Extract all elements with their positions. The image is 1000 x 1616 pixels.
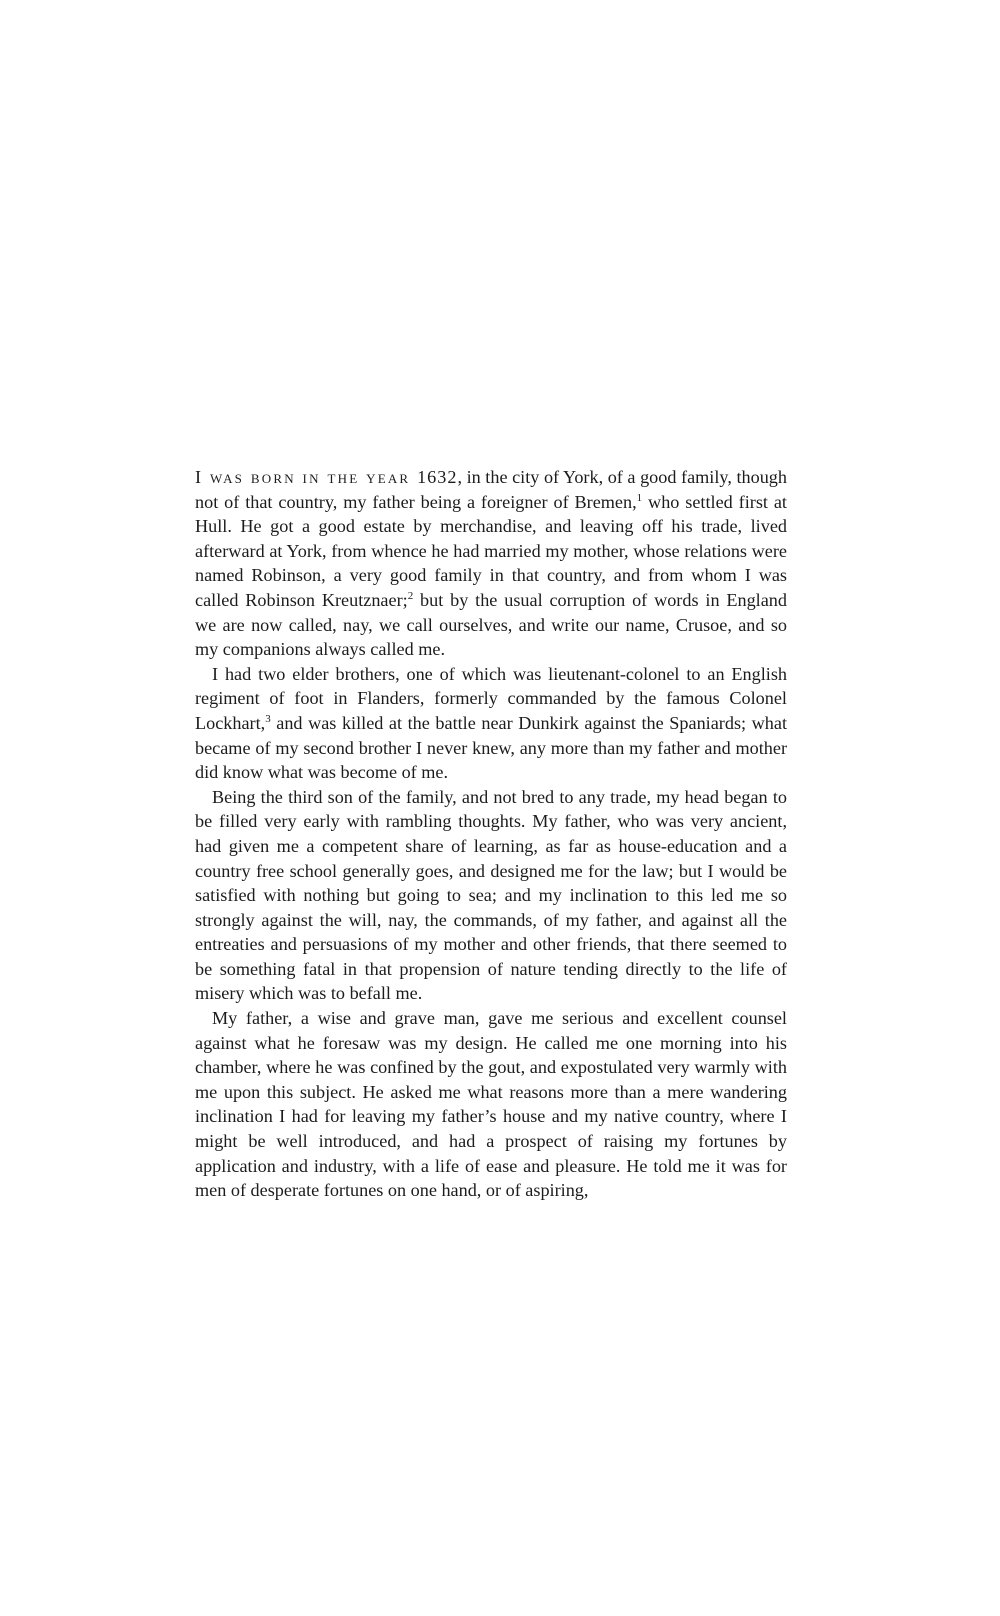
opening-year: 1632 [417,467,458,487]
paragraph-4: My father, a wise and grave man, gave me serious and excellent counsel against what he foresaw was my design. He called me one morning into his chamber, where he was confined by the gout, and expostulated very warmly with me upon this subject. He asked me what reasons more than a mere wandering inclination I had for leaving my father’s house and my native country, where I might be well introduced, and had a prospect of raising my fortunes by application and industry, with a life of ease and pleasure. He told me it was for men of desperate fortunes on one hand, or of aspiring, [195,1008,787,1201]
paragraph-1 [195,465,787,662]
body-text [195,465,787,1203]
opening-words: I was born in the year [195,467,418,487]
paragraph-2 [195,662,787,785]
paragraph-2-text-a: I had two elder brothers, one of which was lieutenant-colonel to an English regiment of foot in Flanders, formerly commanded by the famous Colonel Lockhart, [195,663,787,733]
paragraph-1-text-a: , in the city of York, of a good family, though not of that country, my father being a foreigner of Bremen, [195,467,787,512]
footnote-marker-1[interactable]: 1 [636,491,643,504]
paragraph-1-text-b: who settled first at Hull. He got a good estate by merchandise, and leaving off his trade, lived afterward at York, from whence he had married my mother, whose relations were named Robinson, a very good family in that country, and from whom I was called Robinson Kreutznaer; [195,491,787,610]
paragraph-3: Being the third son of the family, and not bred to any trade, my head began to be filled very early with rambling thoughts. My father, who was very ancient, had given me a competent share of learning, as far as house-education and a country free school generally goes, and designed me for the law; but I would be satisfied with nothing but going to sea; and my inclination to this led me so strongly against the will, nay, the commands, of my father, and against all the entreaties and persuasions of my mother and other friends, that there seemed to be something fatal in that propension of nature tending directly to the life of misery which was to befall me. [195,786,787,1004]
footnote-marker-2[interactable]: 2 [407,589,414,602]
footnote-marker-3[interactable]: 3 [265,712,271,725]
paragraph-1-text-c: but by the usual corruption of words in England we are now called, nay, we call ourselves, and write our name, Crusoe, and so my companions always called me. [195,589,787,660]
paragraph-2-text-b: and was killed at the battle near Dunkirk against the Spaniards; what became of my second brother I never knew, any more than my father and mother did know what was become of me. [195,712,787,783]
